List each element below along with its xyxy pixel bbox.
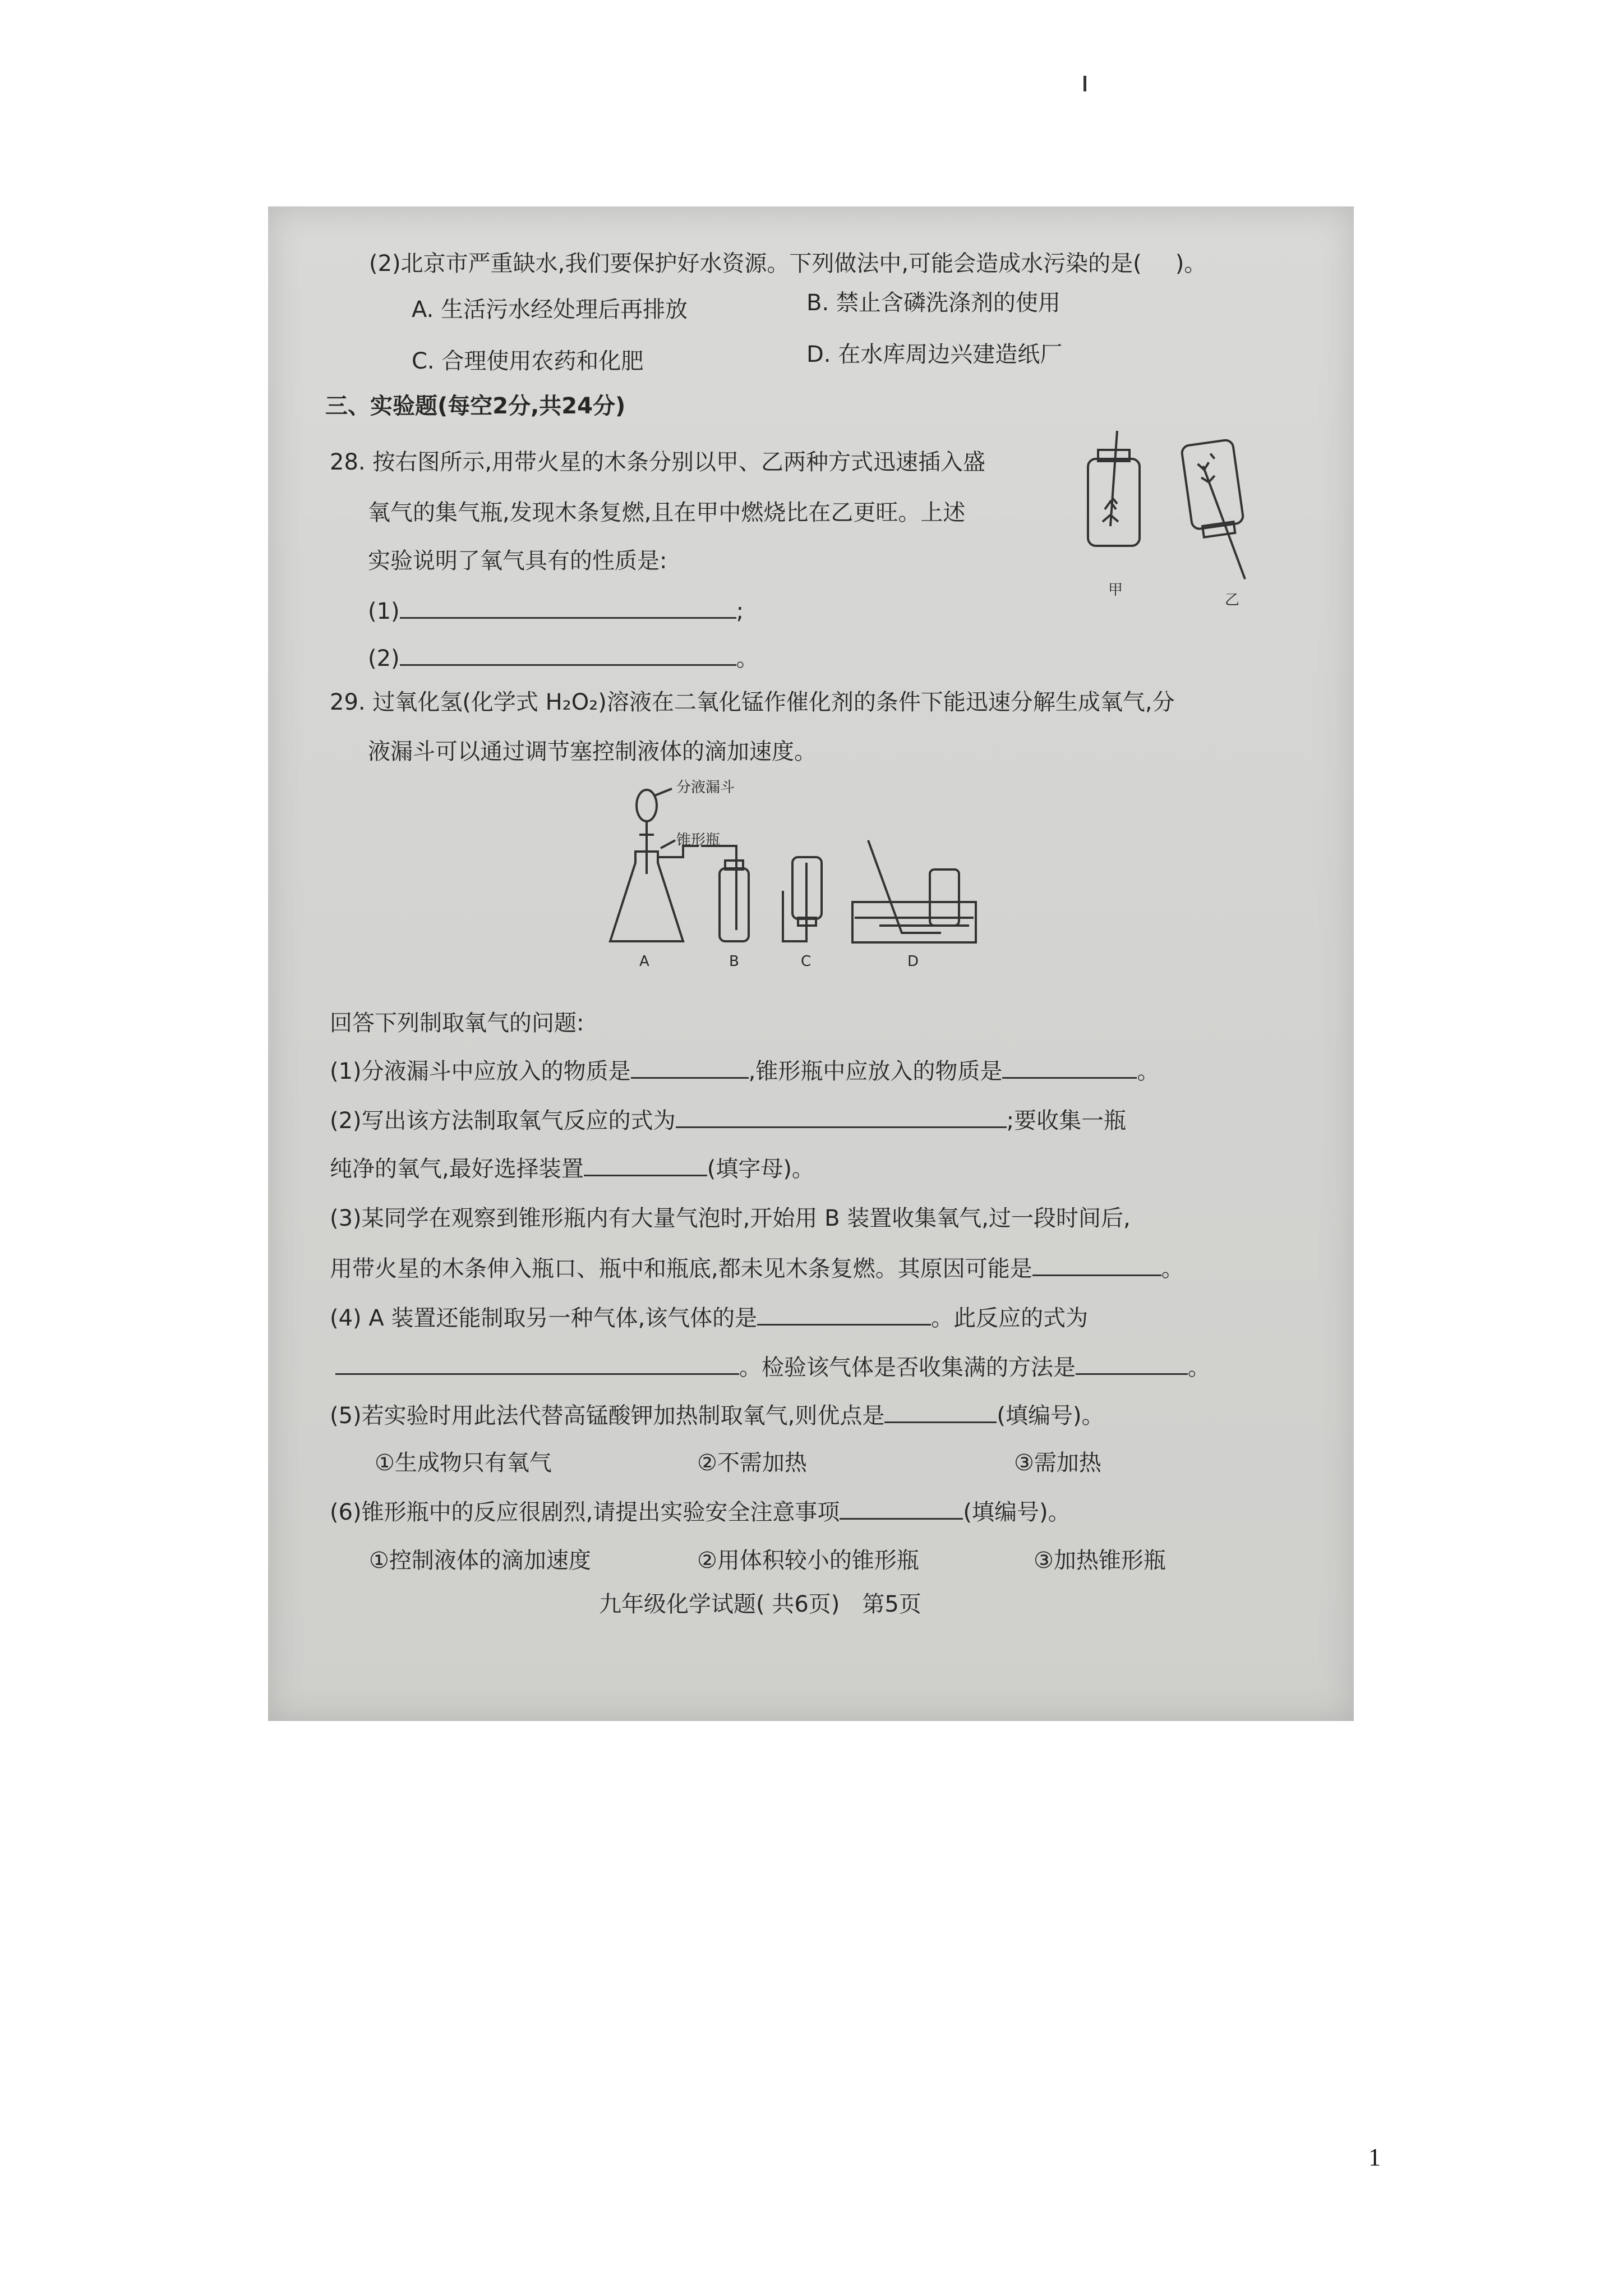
q29-p5-option-3: ③需加热 — [1014, 1450, 1101, 1476]
q29-p1-text-c: 。 — [1137, 1059, 1160, 1084]
q29-part-5 — [330, 1401, 1104, 1429]
section-3-title: 三、实验题(每空2分,共24分) — [325, 393, 626, 419]
q29-p4-blank-3[interactable] — [1076, 1353, 1188, 1375]
edge-mark — [1083, 76, 1086, 91]
q29-p1-blank-1[interactable] — [631, 1057, 749, 1079]
q29-intro-line-1: 29. 过氧化氢(化学式 H₂O₂)溶液在二氧化锰作催化剂的条件下能迅速分解生成氧气,分 — [330, 689, 1175, 715]
q29-p2-text-a: (2)写出该方法制取氧气反应的式为 — [330, 1108, 676, 1134]
q28-blank-2-label: (2) — [368, 646, 400, 671]
q29-part-2-line-2 — [330, 1154, 814, 1182]
q29-p6-text-b: (填编号)。 — [963, 1499, 1071, 1525]
q27-2-option-c: C. 合理使用农药和化肥 — [412, 348, 644, 374]
q28-blank-2-row — [368, 644, 759, 672]
q29-p1-blank-2[interactable] — [1002, 1057, 1137, 1079]
q29-p4-blank-1[interactable] — [757, 1304, 931, 1326]
q28-line-3: 实验说明了氧气具有的性质是: — [368, 548, 667, 574]
q29-p6-blank[interactable] — [840, 1498, 963, 1520]
apparatus-d-label: D — [907, 953, 919, 969]
q29-part-6 — [330, 1498, 1071, 1526]
apparatus-b-icon — [701, 846, 749, 941]
apparatus-a-icon — [610, 789, 699, 941]
q28-blank-1[interactable] — [400, 597, 736, 619]
q27-2-option-d: D. 在水库周边兴建造纸厂 — [806, 342, 1063, 367]
q29-p3-end: 。 — [1161, 1256, 1184, 1282]
q29-part-3-line-2 — [330, 1254, 1184, 1282]
q28-figure — [1076, 431, 1261, 644]
jar-yi-icon — [1181, 439, 1252, 585]
q29-part-3-line-1: (3)某同学在观察到锥形瓶内有大量气泡时,开始用 B 装置收集氧气,过一段时间后, — [330, 1205, 1131, 1231]
q29-p5-option-2: ②不需加热 — [697, 1450, 807, 1476]
exam-footer — [599, 1591, 921, 1618]
q29-apparatus-svg — [605, 779, 1031, 969]
apparatus-c-icon — [783, 857, 822, 941]
q29-p4-text-b: 。此反应的式为 — [931, 1305, 1089, 1331]
q29-p1-text-b: ,锥形瓶中应放入的物质是 — [748, 1059, 1003, 1084]
q27-2-stem-text: (2)北京市严重缺水,我们要保护好水资源。下列做法中,可能会造成水污染的是( — [369, 251, 1142, 277]
exam-page-label: 第5页 — [862, 1591, 921, 1617]
q29-p5-blank[interactable] — [884, 1401, 997, 1423]
jar-jia-label: 甲 — [1108, 582, 1123, 599]
q29-p6-option-1: ①控制液体的滴加速度 — [369, 1548, 591, 1573]
jar-yi-label: 乙 — [1225, 592, 1240, 609]
jar-jia-icon — [1088, 431, 1140, 546]
q27-2-stem — [369, 250, 1206, 277]
q29-p3-text: 用带火星的木条伸入瓶口、瓶中和瓶底,都未见木条复燃。其原因可能是 — [330, 1256, 1032, 1282]
q29-p4-text-a: (4) A 装置还能制取另一种气体,该气体的是 — [330, 1305, 758, 1331]
apparatus-b-label: B — [729, 953, 739, 969]
apparatus-d-icon — [852, 840, 976, 942]
q28-blank-2-end: 。 — [736, 646, 759, 671]
q28-line-2: 氧气的集气瓶,发现木条复燃,且在甲中燃烧比在乙更旺。上述 — [368, 500, 966, 526]
q29-p4-blank-2[interactable] — [335, 1353, 739, 1375]
q28-blank-1-row — [368, 597, 744, 625]
q29-part-2-line-1 — [330, 1106, 1126, 1134]
flask-label: 锥形瓶 — [676, 832, 721, 849]
q27-2-option-b: B. 禁止含磷洗涤剂的使用 — [806, 290, 1061, 316]
exam-page-photo — [268, 206, 1354, 1721]
q29-p2-text-b: ;要收集一瓶 — [1006, 1108, 1127, 1134]
q28-blank-2[interactable] — [400, 644, 736, 666]
q29-p5-text-a: (5)若实验时用此法代替高锰酸钾加热制取氧气,则优点是 — [330, 1403, 885, 1429]
q29-p1-text-a: (1)分液漏斗中应放入的物质是 — [330, 1059, 631, 1084]
q29-p2-text-d: (填字母)。 — [707, 1156, 814, 1182]
q29-p4-text-d: 。 — [1188, 1355, 1210, 1381]
apparatus-c-label: C — [801, 953, 811, 969]
q29-intro-line-2: 液漏斗可以通过调节塞控制液体的滴加速度。 — [368, 739, 817, 765]
q27-2-stem-end: )。 — [1175, 251, 1207, 277]
q29-p4-text-c: 。检验该气体是否收集满的方法是 — [739, 1355, 1076, 1381]
q29-p6-text-a: (6)锥形瓶中的反应很剧烈,请提出实验安全注意事项 — [330, 1499, 840, 1525]
q29-p5-option-1: ①生成物只有氧气 — [375, 1450, 552, 1476]
q29-p2-text-c: 纯净的氧气,最好选择装置 — [330, 1156, 584, 1182]
q29-p6-option-2: ②用体积较小的锥形瓶 — [697, 1548, 919, 1573]
page-number: 1 — [1368, 2143, 1381, 2171]
q29-part-4-line-2 — [335, 1353, 1210, 1381]
q29-part-4-line-1 — [330, 1304, 1088, 1332]
q29-answer-intro: 回答下列制取氧气的问题: — [330, 1010, 584, 1036]
funnel-label: 分液漏斗 — [676, 779, 735, 796]
apparatus-a-label: A — [639, 953, 649, 969]
q27-2-option-a: A. 生活污水经处理后再排放 — [412, 297, 688, 323]
q28-figure-svg — [1076, 431, 1261, 644]
q29-apparatus-figure — [605, 779, 1031, 969]
q28-blank-1-label: (1) — [368, 599, 400, 624]
q28-line-1: 28. 按右图所示,用带火星的木条分别以甲、乙两种方式迅速插入盛 — [330, 449, 986, 475]
exam-title: 九年级化学试题( 共6页) — [599, 1591, 840, 1617]
q29-part-1 — [330, 1057, 1159, 1085]
q28-blank-1-end: ; — [736, 599, 744, 624]
q29-p6-option-3: ③加热锥形瓶 — [1034, 1548, 1166, 1573]
q29-p5-text-b: (填编号)。 — [997, 1403, 1104, 1429]
q29-p2-blank-2[interactable] — [584, 1154, 707, 1176]
q29-p3-blank[interactable] — [1032, 1254, 1161, 1276]
q29-p2-blank-1[interactable] — [676, 1106, 1007, 1128]
